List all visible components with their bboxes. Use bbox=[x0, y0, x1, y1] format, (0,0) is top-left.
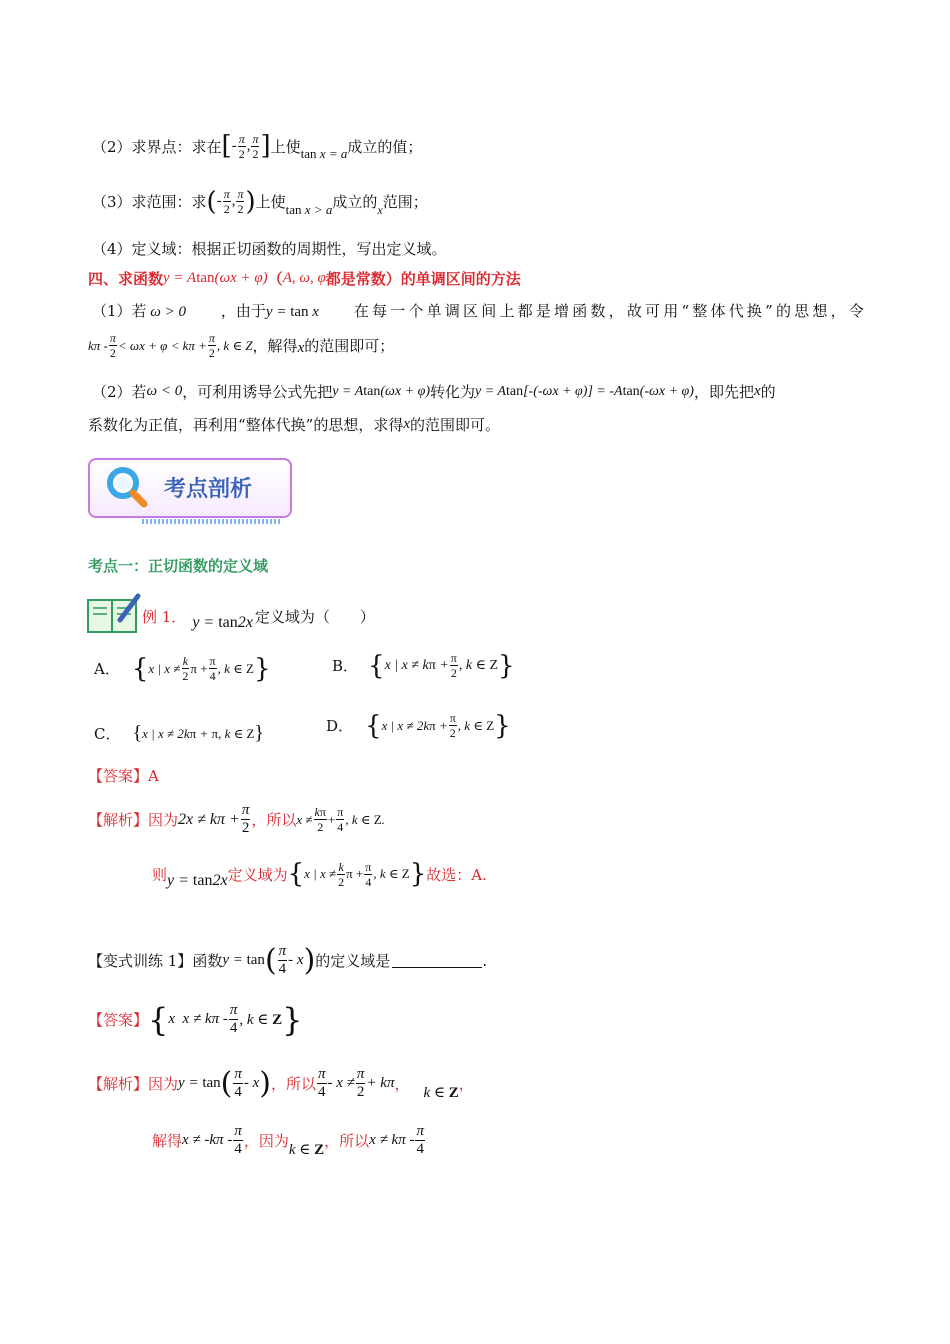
banner-stripe bbox=[142, 519, 282, 524]
step-4: （4）定义域：根据正切函数的周期性，写出定义域。 bbox=[92, 240, 447, 258]
step-3: （3）求范围：求 ( - $\frac{\pi}{2}$ , $\frac{\pi}{2}$ ) 上使 tan x > a 成立的 x 范围； bbox=[92, 186, 428, 217]
section-4-para-1-cont: kπ - $\frac{\pi}{2}$ < ωx + φ < kπ + $\frac{\pi}{2}$ , k ∈ Z ，解得 x 的范围即可； bbox=[88, 331, 395, 360]
example-1-explanation: 【解析】 因为 2x ≠ kπ + $\frac{\pi}{2}$ ，所以 x ≠ $\frac{k\pi}{2}$ + $\frac{\pi}{4}$ , k ∈ Z. bbox=[88, 802, 385, 836]
variation-1-answer: 【答案】 { x x ≠ kπ - $\frac{\pi}{4}$ , k ∈ Z } bbox=[88, 1000, 303, 1039]
example-1-explanation-2: 则 y = tan2x 定义域为 { x | x ≠ $\frac{k}{2}$ π + $\frac{\pi}{4}$ , k ∈ Z } 故选：A. bbox=[152, 859, 487, 889]
answer-blank[interactable] bbox=[392, 953, 482, 968]
step-2: （2）求界点：求在 [ - $\frac{\pi}{2}$ , $\frac{\pi}{2}$ ] 上使 tan x = a 成立的值； bbox=[92, 131, 423, 161]
section-4-heading: 四、求函数 y = Atan(ωx + φ) （ A, ω, φ 都是常数）的单调区间的方法 bbox=[88, 270, 521, 288]
variation-1-explanation: 【解析】 因为 y = tan ( $\frac{\pi}{4}$ - x ) ，所以 $\frac{\pi}{4}$ - x ≠ $\frac{\pi}{2}$ + kπ ， k ∈ Z ， bbox=[88, 1065, 474, 1101]
variation-1: 【变式训练 1】 函数 y = tan ( $\frac{\pi}{4}$ - x ) 的定义域是 . bbox=[88, 942, 488, 978]
option-c[interactable]: C． { x | x ≠ 2kπ + π, k ∈ Z } bbox=[94, 722, 265, 744]
magnifier-icon bbox=[104, 464, 150, 510]
variation-1-explanation-2: 解得 x ≠ -kπ - $\frac{\pi}{4}$ ，因为 k ∈ Z ，所以 x ≠ kπ - $\frac{\pi}{4}$ bbox=[152, 1123, 424, 1158]
section-4-para-2: （2）若 ω < 0 ，可利用诱导公式先把 y = Atan(ωx + φ) 转化为 y = Atan[-(-ωx + φ)] = -Atan(-ωx + φ) ，即先把 x 的 bbox=[92, 383, 776, 401]
banner-title: 考点剖析 bbox=[164, 477, 253, 502]
key-point-1-title: 考点一：正切函数的定义域 bbox=[88, 557, 269, 575]
option-b[interactable]: B． { x | x ≠ kπ + $\frac{\pi}{2}$ , k ∈ Z } bbox=[332, 650, 515, 681]
section-4-para-1: （1）若 ω > 0 ，由于y = tan x 在每一个单调区间上都是增函数，故可用“整体代换”的思想，令 bbox=[92, 302, 867, 320]
book-pencil-icon bbox=[86, 592, 142, 634]
option-a[interactable]: A． { x | x ≠ $\frac{k}{2}$ π + $\frac{\pi}{4}$ , k ∈ Z } bbox=[94, 653, 271, 684]
option-d[interactable]: D． { x | x ≠ 2kπ + $\frac{\pi}{2}$ , k ∈ Z } bbox=[326, 710, 511, 741]
example-1: 例 1． y = tan2x 定义域为（ ） bbox=[142, 607, 375, 631]
section-banner bbox=[88, 458, 292, 518]
section-4-para-2-cont: 系数化为正值，再利用“整体代换”的思想，求得 x 的范围即可。 bbox=[88, 416, 501, 434]
example-1-answer: 【答案】A bbox=[88, 767, 159, 785]
